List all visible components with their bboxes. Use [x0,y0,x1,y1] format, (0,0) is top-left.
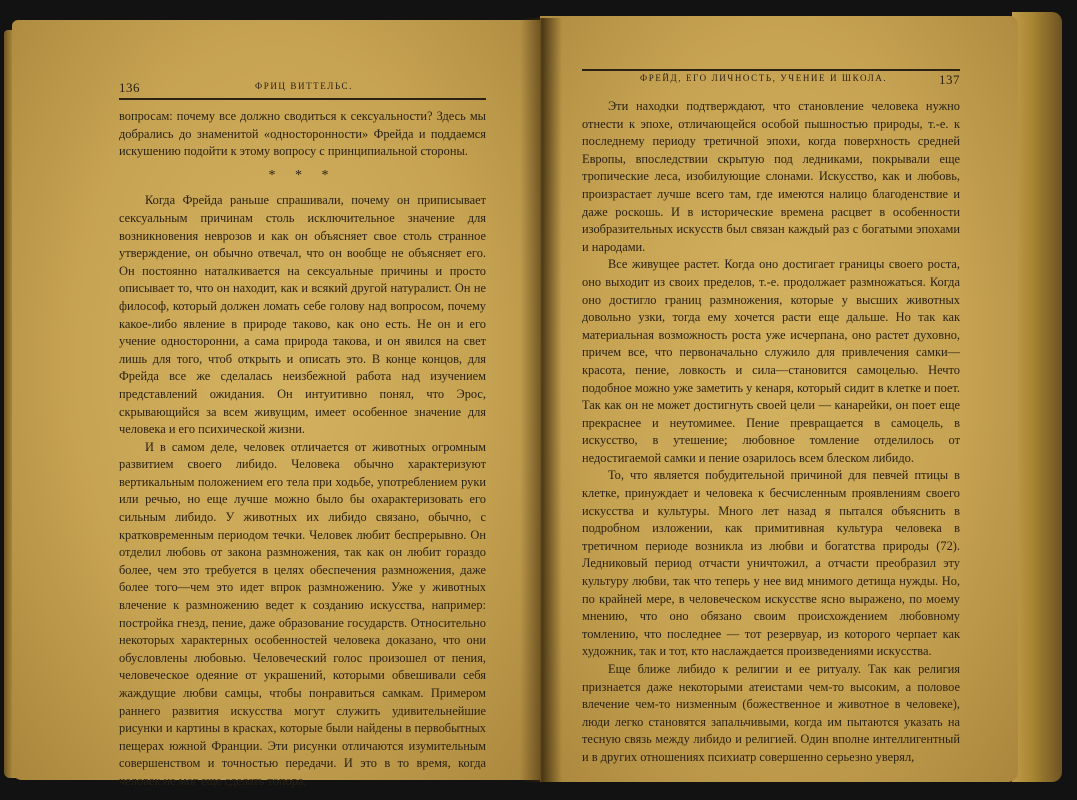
paragraph: Когда Фрейда раньше спрашивали, почему он приписывает сексуальным причинам столь исключительное значение для возникновения неврозов и как он объясняет свое столь странное утверждение, он обычно отвечал, что он вообще не объясняет его. Он постоянно наталкивается на сексуальные причины и просто описывает то, что он находит, как и всякий другой натуралист. Он не философ, который должен ломать себе голову над вопросом, почему какое-либо явление в природе таково, как оно есть. Не он и его учение односторонни, а сама природа такова, и он явился на свет лишь для того, чтоб открыть и описать это. В конце концов, для Фрейда все же сделалась неизбежной работа над изучением представлений ожидания. Он интуитивно понял, что Эрос, скрывающийся за всем живущим, имеет особенное значение для человека и его психической жизни. [119,193,486,437]
right-page [540,16,1018,782]
right-page-body [582,98,960,767]
left-page-header [119,80,499,100]
left-page [12,20,540,788]
paragraph: То, что является побудительной причиной для певчей птицы в клетке, принуждает и человека к бесчисленным проявлениям своего искусства и культуры. Много лет назад я пытался объяснить в подробном изложении, как примитивная культура человека в третичном периоде возникла из любви и богатства природы (72). Ледниковый период отчасти уничтожил, а отчасти преобразил эту культуру любви, так что теперь у нее вид мнимого детища нужды. Но, по крайней мере, в человеческом искусстве ясно выражено, по моему мнению, что оно обязано своим происхождением любовному томлению, что последнее — тот резервуар, из которого черпает как художник, так и тот, кто наслаждается произведениями искусства. [582,468,960,659]
left-page-body [119,108,486,791]
paragraph: Еще ближе либидо к религии и ее ритуалу. Так как религия признается даже некоторыми атеистами чем-то высоким, а половое влечение чем-то низменным (божественное и животное в человеке), люди легко становятся запальчивыми, когда им пытаются указать на тесную связь между либидо и религией. Один вполне интеллигентный и в других отношениях психиатр совершенно серьезно уверял, [582,662,960,764]
right-page-header [582,72,960,92]
header-rule [119,98,486,100]
page-number: 137 [939,72,960,87]
paragraph: Эти находки подтверждают, что становление человека нужно отнести к эпохе, отличающейся особой пышностью природы, т.-е. к последнему периоду третичной эпохи, когда поверхность средней Европы, впоследствии скрытую под ледниками, покрывали еще тропические леса, изобилующие слонами. Искусство, как и любовь, произрастает лучше всего там, где имеются налицо благоденствие и даже роскошь. И в исторические времена расцвет в особенности изобразительных искусств был связан каждый раз с богатыми эпохами и народами. [582,99,960,254]
page-number: 136 [119,80,140,95]
paragraph: И в самом деле, человек отличается от животных огромным развитием своего либидо. Человека обычно характеризуют вертикальным положением его тела при ходьбе, употреблением руки или речью, но еще лучше можно было бы охарактеризовать его сильным либидо. У животных их либидо связано, обычно, с кратковременным периодом течки. Человек любит беспрерывно. Он отделил любовь от закона размножения, так как он любит гораздо более, чем это требуется в целях обеспечения размножения, даже более того—чем это идет впрок размножению. Уже у животных влечение к размножению ведет к созданию искусства, например: постройка гнезд, пение, даже образование государств. Относительно некоторых характерных особенностей человека доказано, что они обусловлены любовью. Человеческий голос произошел от пения, человеческое одеяние от украшений, которыми обвешивали себя жаждущие любви самцы, чтобы понравиться самкам. Примером раннего развития искусства могут служить удивительнейшие рисунки и картины в красках, которые были найдены в первобытных пещерах южной Франции. Эти рисунки отличаются изумительным совершенством и точностью передачи. И это в то время, когда человек не мог еще сделать топора. [119,439,486,788]
section-separator: * * * [268,167,337,183]
running-head: ФРЕЙД, ЕГО ЛИЧНОСТЬ, УЧЕНИЕ И ШКОЛА. [640,73,888,83]
header-rule [582,69,960,71]
paragraph: Все живущее растет. Когда оно достигает границы своего роста, оно выходит из своих пределов, т.-е. продолжает размножаться. Когда оно достигло границ размножения, которые у высших животных довольно узки, тогда ему хочется расти еще дальше. Но так как материальная возможность роста уже исчерпана, оно растет духовно, причем все, что первоначально служило для привлечения самки—красота, пение, ловкость и сила—становится самоцелью. Нечто подобное можно уже заметить у кенаря, который сидит в клетке и поет. Так как он не может достигнуть своей цели — канарейки, он поет еще прекраснее и неутомимее. Пение превращается в самоцель, в искусство, в утешение; любовное томление отделилось от недостигаемой самки и пение озарилось всем блеском либидо. [582,257,960,465]
book-gutter [520,18,562,782]
opening-paragraph: вопросам: почему все должно сводиться к сексуальности? Здесь мы добрались до знаменитой «односторонности» Фрейда и поддаемся искушению подойти к этому вопросу с принципиальной стороны. [119,109,486,159]
running-head: ФРИЦ ВИТТЕЛЬС. [255,81,353,91]
page-stack-right [1012,12,1062,782]
